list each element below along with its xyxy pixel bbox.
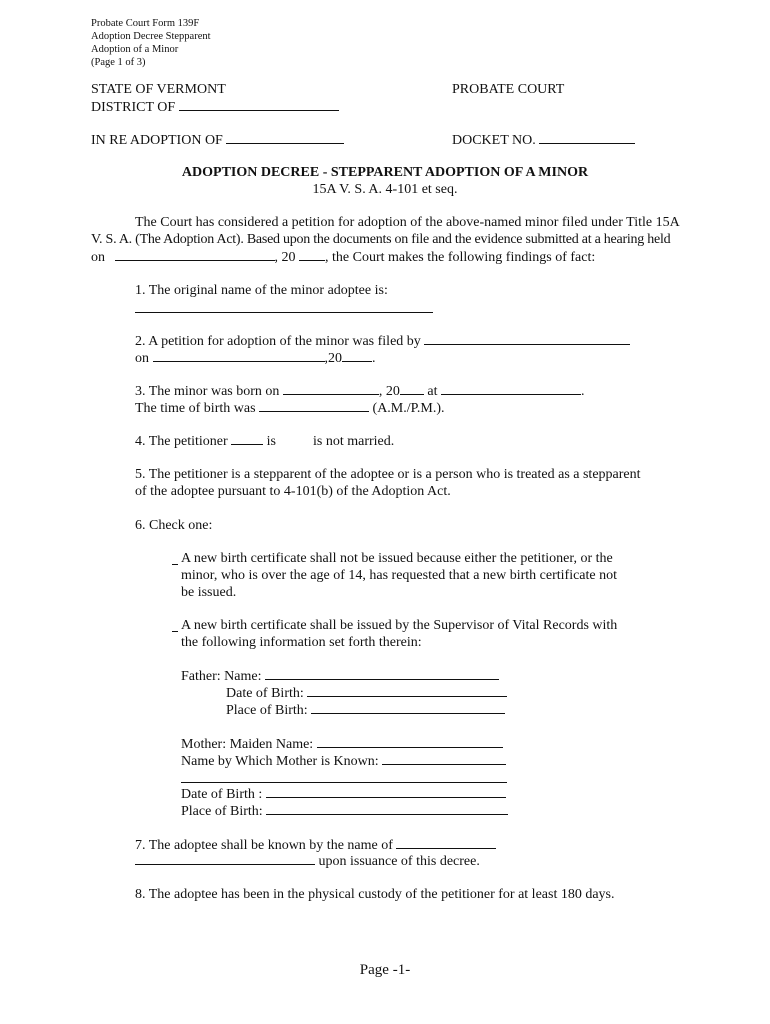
option-1-line-3: be issued. [181, 585, 237, 600]
new-name-field-2[interactable] [135, 852, 315, 865]
form-subtitle: Adoption of a Minor [91, 44, 179, 55]
page-info: (Page 1 of 3) [91, 57, 146, 68]
mother-dob-field[interactable] [266, 785, 506, 798]
option-1-checkbox[interactable] [172, 564, 178, 565]
finding-3-row-2 [135, 399, 445, 417]
birth-date-field[interactable] [283, 382, 379, 395]
form-number: Probate Court Form 139F [91, 18, 200, 29]
district-row [91, 98, 339, 116]
document-title: ADOPTION DECREE - STEPPARENT ADOPTION OF A MINOR [181, 165, 589, 180]
father-name-row [181, 667, 499, 685]
father-dob-label: Date of Birth: [226, 686, 304, 701]
finding-8: 8. The adoptee has been in the physical custody of the petitioner for at least 180 days. [135, 887, 615, 902]
new-name-field[interactable] [396, 836, 496, 849]
finding-5-line-2: of the adoptee pursuant to 4-101(b) of the Adoption Act. [135, 484, 451, 499]
father-pob-field[interactable] [311, 701, 505, 714]
mother-known-row [181, 752, 506, 770]
mother-pob-label: Place of Birth: [181, 804, 263, 819]
district-field[interactable] [179, 98, 339, 111]
in-re-row [91, 131, 344, 149]
finding-3-at: at [427, 384, 438, 399]
father-dob-field[interactable] [307, 684, 507, 697]
page-number: Page -1- [359, 962, 411, 978]
petition-date-field[interactable] [153, 349, 325, 362]
finding-2-row-2 [135, 349, 376, 367]
finding-2-text: 2. A petition for adoption of the minor was filed by [135, 334, 421, 349]
option-2-line-2: the following information set forth therein: [181, 635, 422, 650]
finding-7-text: 7. The adoptee shall be known by the name of [135, 838, 393, 853]
finding-3-row-1 [135, 382, 585, 400]
mother-dob-row [181, 785, 506, 803]
mother-maiden-field[interactable] [317, 735, 503, 748]
option-2-line-1: A new birth certificate shall be issued by the Supervisor of Vital Records with [181, 618, 618, 633]
form-title: Adoption Decree Stepparent [91, 31, 211, 42]
mother-known-label: Name by Which Mother is Known: [181, 754, 379, 769]
intro-rest: , the Court makes the following findings of fact: [325, 250, 596, 265]
adoptee-name-field[interactable] [226, 131, 344, 144]
option-2-checkbox[interactable] [172, 631, 178, 632]
father-pob-label: Place of Birth: [226, 703, 308, 718]
petition-year-field[interactable] [342, 349, 372, 362]
finding-2-20: ,20 [324, 351, 342, 366]
district-label: DISTRICT OF [91, 100, 176, 115]
court-label: PROBATE COURT [452, 82, 565, 97]
finding-3-time: The time of birth was [135, 401, 256, 416]
finding-3-dot: . [581, 384, 585, 399]
docket-number-field[interactable] [539, 131, 635, 144]
finding-2-dot: . [372, 351, 376, 366]
father-pob-row [226, 701, 505, 719]
finding-4-is: is [266, 434, 277, 449]
mother-maiden-row [181, 735, 503, 753]
mother-maiden-label: Mother: Maiden Name: [181, 737, 314, 752]
finding-3-text: 3. The minor was born on [135, 384, 280, 399]
intro-comma-20: , 20 [274, 250, 296, 265]
petition-filed-by-field[interactable] [424, 332, 630, 345]
birth-year-field[interactable] [400, 382, 424, 395]
mother-pob-field[interactable] [266, 802, 508, 815]
intro-line-3 [91, 248, 595, 266]
finding-2-row-1 [135, 332, 630, 350]
hearing-date-field[interactable] [115, 248, 275, 261]
intro-on: on [91, 250, 105, 265]
mother-known-extra-field[interactable] [181, 770, 507, 783]
option-1-line-1: A new birth certificate shall not be issued because either the petitioner, or the [181, 551, 613, 566]
mother-dob-label: Date of Birth : [181, 787, 263, 802]
finding-3-ampm: (A.M./P.M.). [372, 401, 445, 416]
hearing-year-field[interactable] [299, 248, 325, 261]
married-check-field[interactable] [231, 432, 263, 445]
finding-4-text: 4. The petitioner [135, 434, 228, 449]
birth-place-field[interactable] [441, 382, 581, 395]
finding-7-rest: upon issuance of this decree. [318, 854, 480, 869]
finding-1: 1. The original name of the minor adoptee is: [135, 283, 388, 298]
father-name-field[interactable] [265, 667, 499, 680]
finding-2-on: on [135, 351, 149, 366]
docket-label: DOCKET NO. [452, 133, 536, 148]
finding-5-line-1: 5. The petitioner is a stepparent of the adoptee or is a person who is treated as a stepparent [135, 467, 641, 482]
father-name-label: Father: Name: [181, 669, 262, 684]
intro-line-1: The Court has considered a petition for adoption of the above-named minor filed under Title 15A [135, 215, 680, 230]
mother-known-field[interactable] [382, 752, 506, 765]
original-name-field[interactable] [135, 300, 433, 313]
in-re-label: IN RE ADOPTION OF [91, 133, 223, 148]
finding-7-row-2 [135, 852, 480, 870]
finding-6: 6. Check one: [135, 518, 213, 533]
finding-4-not: is not married. [313, 434, 395, 449]
mother-pob-row [181, 802, 508, 820]
statute-reference: 15A V. S. A. 4-101 et seq. [312, 182, 458, 197]
birth-time-field[interactable] [259, 399, 369, 412]
intro-line-2: V. S. A. (The Adoption Act). Based upon the documents on file and the evidence submitted at a hearing held [91, 232, 671, 247]
option-1-line-2: minor, who is over the age of 14, has requested that a new birth certificate not [181, 568, 618, 583]
finding-3-20: , 20 [378, 384, 400, 399]
finding-4-row [135, 432, 394, 450]
father-dob-row [226, 684, 507, 702]
docket-row [452, 131, 635, 149]
state-label: STATE OF VERMONT [91, 82, 226, 97]
